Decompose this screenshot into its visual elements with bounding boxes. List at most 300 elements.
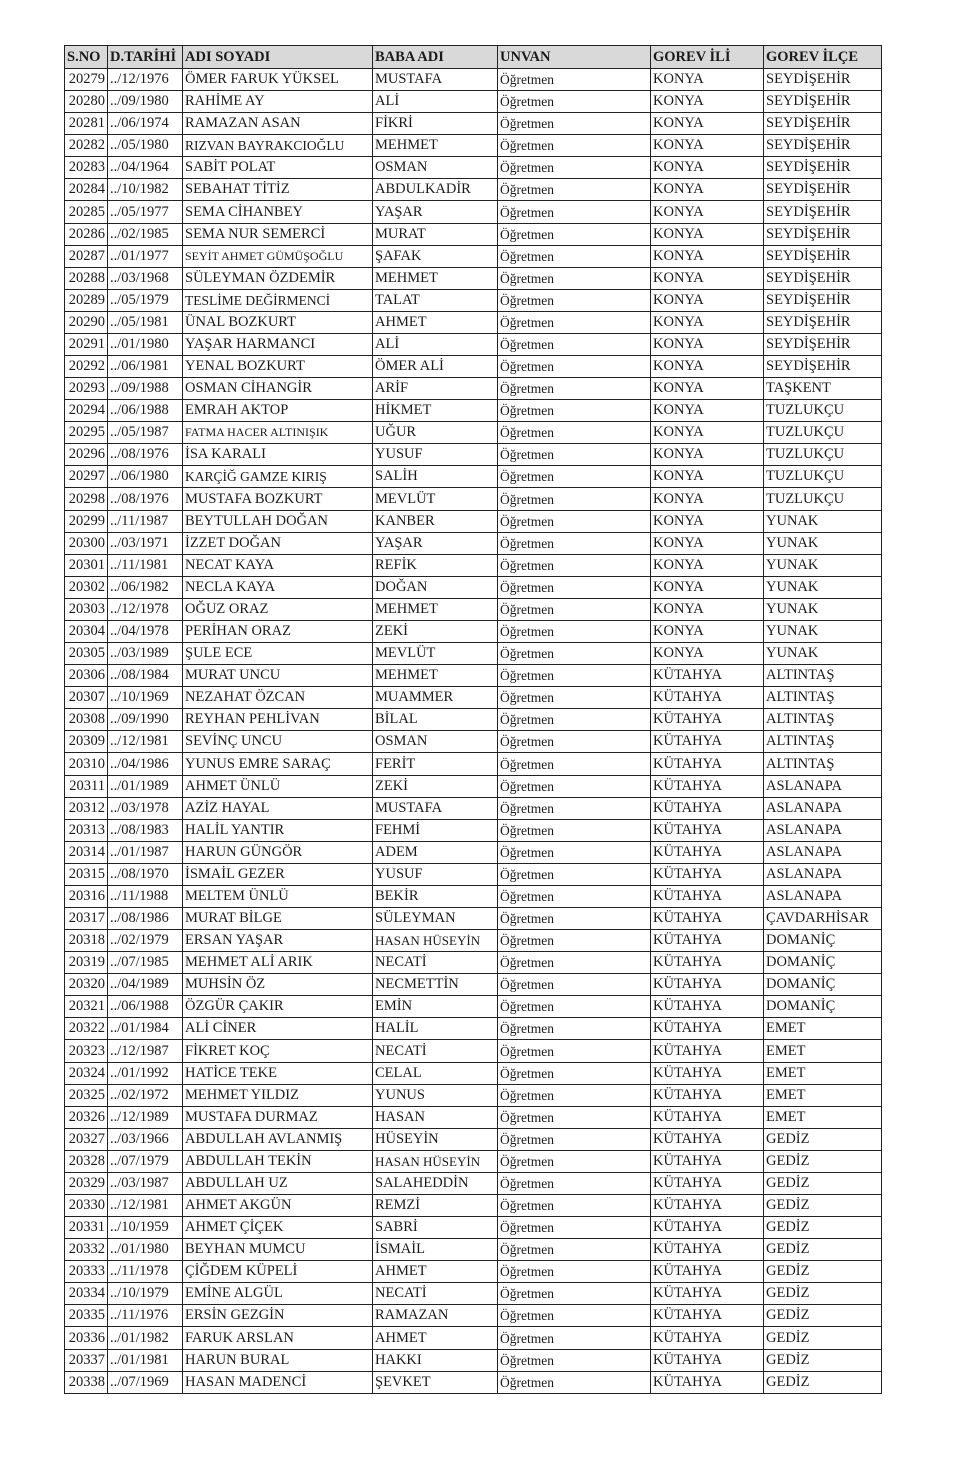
cell-title: Öğretmen [498,952,651,974]
cell-sno: 20311 [65,775,108,797]
cell-birth-date: ../06/1988 [108,996,183,1018]
cell-province: KÜTAHYA [651,952,764,974]
cell-district: SEYDİŞEHİR [764,311,882,333]
table-row [65,356,882,378]
cell-sno: 20330 [65,1194,108,1216]
cell-father-name: FERİT [373,753,498,775]
table-row [65,1062,882,1084]
cell-birth-date: ../03/1989 [108,643,183,665]
cell-birth-date: ../01/1980 [108,333,183,355]
cell-father-name: MEVLÜT [373,488,498,510]
cell-province: KONYA [651,113,764,135]
cell-title: Öğretmen [498,1106,651,1128]
cell-district: EMET [764,1106,882,1128]
cell-province: KÜTAHYA [651,1018,764,1040]
cell-father-name: MUSTAFA [373,797,498,819]
cell-father-name: REMZİ [373,1194,498,1216]
cell-sno: 20301 [65,554,108,576]
cell-birth-date: ../10/1979 [108,1283,183,1305]
cell-sno: 20292 [65,356,108,378]
cell-full-name: SEVİNÇ UNCU [183,731,373,753]
cell-title: Öğretmen [498,1349,651,1371]
cell-title: Öğretmen [498,1040,651,1062]
cell-sno: 20285 [65,201,108,223]
cell-full-name: RAHİME AY [183,91,373,113]
cell-title: Öğretmen [498,444,651,466]
cell-father-name: FEHMİ [373,819,498,841]
cell-title: Öğretmen [498,841,651,863]
cell-title: Öğretmen [498,69,651,91]
cell-title: Öğretmen [498,245,651,267]
cell-province: KONYA [651,598,764,620]
cell-title: Öğretmen [498,1261,651,1283]
cell-province: KÜTAHYA [651,1106,764,1128]
cell-full-name: YUNUS EMRE SARAÇ [183,753,373,775]
cell-title: Öğretmen [498,665,651,687]
cell-birth-date: ../11/1978 [108,1261,183,1283]
cell-full-name: MUHSİN ÖZ [183,974,373,996]
cell-full-name: FARUK ARSLAN [183,1327,373,1349]
cell-father-name: BİLAL [373,709,498,731]
cell-full-name: REYHAN PEHLİVAN [183,709,373,731]
cell-birth-date: ../08/1970 [108,863,183,885]
cell-sno: 20334 [65,1283,108,1305]
cell-full-name: SEMA NUR SEMERCİ [183,223,373,245]
cell-district: DOMANİÇ [764,996,882,1018]
cell-title: Öğretmen [498,333,651,355]
cell-sno: 20283 [65,157,108,179]
cell-full-name: İSA KARALI [183,444,373,466]
cell-birth-date: ../08/1976 [108,488,183,510]
cell-title: Öğretmen [498,687,651,709]
cell-father-name: SALAHEDDİN [373,1172,498,1194]
cell-sno: 20335 [65,1305,108,1327]
cell-title: Öğretmen [498,863,651,885]
cell-title: Öğretmen [498,400,651,422]
cell-province: KONYA [651,179,764,201]
cell-father-name: ZEKİ [373,620,498,642]
table-row [65,775,882,797]
header-row [65,46,882,69]
cell-sno: 20287 [65,245,108,267]
cell-title: Öğretmen [498,1128,651,1150]
cell-district: ÇAVDARHİSAR [764,907,882,929]
cell-province: KÜTAHYA [651,731,764,753]
cell-province: KÜTAHYA [651,1084,764,1106]
cell-title: Öğretmen [498,157,651,179]
cell-district: GEDİZ [764,1349,882,1371]
table-row [65,819,882,841]
cell-birth-date: ../02/1985 [108,223,183,245]
cell-province: KONYA [651,576,764,598]
cell-district: YUNAK [764,510,882,532]
table-row [65,201,882,223]
cell-province: KÜTAHYA [651,907,764,929]
cell-father-name: MEVLÜT [373,643,498,665]
table-row [65,709,882,731]
cell-father-name: ARİF [373,378,498,400]
cell-father-name: AHMET [373,311,498,333]
cell-sno: 20308 [65,709,108,731]
cell-birth-date: ../08/1976 [108,444,183,466]
cell-district: SEYDİŞEHİR [764,333,882,355]
table-row [65,267,882,289]
cell-district: GEDİZ [764,1128,882,1150]
cell-title: Öğretmen [498,643,651,665]
cell-father-name: HALİL [373,1018,498,1040]
cell-province: KONYA [651,157,764,179]
cell-sno: 20317 [65,907,108,929]
cell-father-name: ZEKİ [373,775,498,797]
cell-birth-date: ../08/1984 [108,665,183,687]
cell-full-name: AHMET ÜNLÜ [183,775,373,797]
cell-birth-date: ../01/1984 [108,1018,183,1040]
cell-full-name: AZİZ HAYAL [183,797,373,819]
cell-province: KÜTAHYA [651,753,764,775]
cell-birth-date: ../10/1969 [108,687,183,709]
cell-father-name: UĞUR [373,422,498,444]
cell-title: Öğretmen [498,620,651,642]
table-row [65,333,882,355]
cell-father-name: ÖMER ALİ [373,356,498,378]
table-row [65,753,882,775]
table-row [65,930,882,952]
table-row [65,885,882,907]
cell-district: SEYDİŞEHİR [764,223,882,245]
cell-province: KÜTAHYA [651,819,764,841]
cell-birth-date: ../05/1980 [108,135,183,157]
cell-title: Öğretmen [498,996,651,1018]
cell-title: Öğretmen [498,488,651,510]
cell-full-name: MUSTAFA DURMAZ [183,1106,373,1128]
cell-full-name: SEMA CİHANBEY [183,201,373,223]
cell-sno: 20324 [65,1062,108,1084]
cell-birth-date: ../08/1983 [108,819,183,841]
cell-birth-date: ../03/1966 [108,1128,183,1150]
cell-father-name: NECATİ [373,952,498,974]
cell-district: SEYDİŞEHİR [764,69,882,91]
table-row [65,1283,882,1305]
table-row [65,841,882,863]
table-row [65,554,882,576]
cell-sno: 20327 [65,1128,108,1150]
cell-district: YUNAK [764,554,882,576]
cell-birth-date: ../09/1990 [108,709,183,731]
cell-birth-date: ../12/1976 [108,69,183,91]
cell-full-name: HALİL YANTIR [183,819,373,841]
cell-title: Öğretmen [498,797,651,819]
cell-title: Öğretmen [498,1172,651,1194]
cell-district: GEDİZ [764,1172,882,1194]
cell-title: Öğretmen [498,289,651,311]
cell-birth-date: ../02/1979 [108,930,183,952]
cell-birth-date: ../01/1981 [108,1349,183,1371]
cell-district: ALTINTAŞ [764,753,882,775]
cell-title: Öğretmen [498,466,651,488]
cell-sno: 20280 [65,91,108,113]
cell-province: KÜTAHYA [651,885,764,907]
cell-title: Öğretmen [498,1150,651,1172]
cell-province: KONYA [651,333,764,355]
cell-province: KÜTAHYA [651,1283,764,1305]
cell-full-name: ÇİĞDEM KÜPELİ [183,1261,373,1283]
table-row [65,1040,882,1062]
cell-province: KONYA [651,91,764,113]
cell-district: SEYDİŞEHİR [764,135,882,157]
table-row [65,952,882,974]
cell-province: KONYA [651,554,764,576]
cell-title: Öğretmen [498,1194,651,1216]
cell-father-name: RAMAZAN [373,1305,498,1327]
cell-district: GEDİZ [764,1327,882,1349]
cell-sno: 20309 [65,731,108,753]
cell-full-name: OSMAN CİHANGİR [183,378,373,400]
cell-father-name: HAKKI [373,1349,498,1371]
cell-sno: 20294 [65,400,108,422]
cell-father-name: ŞAFAK [373,245,498,267]
cell-birth-date: ../01/1992 [108,1062,183,1084]
cell-father-name: YUSUF [373,863,498,885]
cell-sno: 20281 [65,113,108,135]
cell-title: Öğretmen [498,1327,651,1349]
cell-district: GEDİZ [764,1305,882,1327]
header-birth-date: D.TARİHİ [108,46,183,69]
table-row [65,400,882,422]
cell-full-name: ERSİN GEZGİN [183,1305,373,1327]
cell-district: YUNAK [764,576,882,598]
table-row [65,643,882,665]
cell-sno: 20338 [65,1371,108,1393]
cell-province: KÜTAHYA [651,1128,764,1150]
header-province: GOREV İLİ [651,46,764,69]
cell-full-name: YENAL BOZKURT [183,356,373,378]
cell-province: KONYA [651,289,764,311]
cell-father-name: REFİK [373,554,498,576]
cell-province: KÜTAHYA [651,797,764,819]
cell-province: KÜTAHYA [651,1062,764,1084]
table-row [65,289,882,311]
cell-full-name: PERİHAN ORAZ [183,620,373,642]
cell-title: Öğretmen [498,819,651,841]
cell-father-name: YAŞAR [373,532,498,554]
cell-birth-date: ../06/1980 [108,466,183,488]
cell-title: Öğretmen [498,179,651,201]
cell-full-name: SABİT POLAT [183,157,373,179]
cell-sno: 20331 [65,1217,108,1239]
table-row [65,907,882,929]
cell-full-name: NEZAHAT ÖZCAN [183,687,373,709]
cell-district: EMET [764,1018,882,1040]
cell-birth-date: ../12/1989 [108,1106,183,1128]
header-district: GOREV İLÇE [764,46,882,69]
cell-province: KONYA [651,378,764,400]
cell-father-name: MEHMET [373,135,498,157]
cell-birth-date: ../01/1980 [108,1239,183,1261]
cell-title: Öğretmen [498,907,651,929]
cell-birth-date: ../05/1987 [108,422,183,444]
cell-birth-date: ../05/1979 [108,289,183,311]
cell-title: Öğretmen [498,113,651,135]
cell-birth-date: ../08/1986 [108,907,183,929]
cell-district: YUNAK [764,643,882,665]
cell-province: KÜTAHYA [651,1150,764,1172]
cell-title: Öğretmen [498,885,651,907]
cell-sno: 20295 [65,422,108,444]
cell-sno: 20298 [65,488,108,510]
cell-province: KONYA [651,223,764,245]
header-father-name: BABA ADI [373,46,498,69]
cell-sno: 20313 [65,819,108,841]
table-row [65,1150,882,1172]
cell-title: Öğretmen [498,930,651,952]
cell-sno: 20322 [65,1018,108,1040]
table-row [65,466,882,488]
cell-full-name: YAŞAR HARMANCI [183,333,373,355]
cell-sno: 20282 [65,135,108,157]
cell-district: SEYDİŞEHİR [764,157,882,179]
table-row [65,731,882,753]
cell-district: TUZLUKÇU [764,466,882,488]
cell-father-name: ADEM [373,841,498,863]
cell-province: KÜTAHYA [651,665,764,687]
cell-father-name: NECATİ [373,1283,498,1305]
cell-birth-date: ../01/1989 [108,775,183,797]
cell-district: ALTINTAŞ [764,665,882,687]
cell-province: KONYA [651,422,764,444]
cell-district: DOMANİÇ [764,930,882,952]
cell-father-name: NECMETTİN [373,974,498,996]
appointment-list-table [64,45,882,1394]
cell-father-name: MEHMET [373,598,498,620]
cell-father-name: YUNUS [373,1084,498,1106]
cell-district: GEDİZ [764,1217,882,1239]
cell-title: Öğretmen [498,356,651,378]
cell-sno: 20279 [65,69,108,91]
table-header [65,46,882,69]
cell-province: KÜTAHYA [651,709,764,731]
cell-province: KONYA [651,356,764,378]
cell-title: Öğretmen [498,1217,651,1239]
cell-sno: 20328 [65,1150,108,1172]
cell-province: KONYA [651,135,764,157]
cell-birth-date: ../02/1972 [108,1084,183,1106]
cell-birth-date: ../03/1987 [108,1172,183,1194]
table-row [65,1106,882,1128]
cell-title: Öğretmen [498,532,651,554]
cell-sno: 20302 [65,576,108,598]
table-row [65,510,882,532]
cell-title: Öğretmen [498,731,651,753]
cell-district: ALTINTAŞ [764,709,882,731]
table-row [65,1172,882,1194]
cell-full-name: ALİ CİNER [183,1018,373,1040]
cell-sno: 20319 [65,952,108,974]
table-row [65,113,882,135]
cell-full-name: HARUN GÜNGÖR [183,841,373,863]
cell-full-name: FATMA HACER ALTINIŞIK [183,422,373,444]
cell-full-name: İSMAİL GEZER [183,863,373,885]
cell-sno: 20304 [65,620,108,642]
table-row [65,1349,882,1371]
cell-district: GEDİZ [764,1239,882,1261]
cell-title: Öğretmen [498,422,651,444]
cell-father-name: HASAN HÜSEYİN [373,930,498,952]
cell-district: TUZLUKÇU [764,444,882,466]
cell-birth-date: ../11/1976 [108,1305,183,1327]
cell-father-name: NECATİ [373,1040,498,1062]
cell-district: ASLANAPA [764,819,882,841]
cell-province: KÜTAHYA [651,1194,764,1216]
cell-full-name: MELTEM ÜNLÜ [183,885,373,907]
cell-district: ASLANAPA [764,863,882,885]
cell-father-name: MEHMET [373,665,498,687]
table-row [65,91,882,113]
cell-district: ALTINTAŞ [764,731,882,753]
cell-sno: 20296 [65,444,108,466]
table-row [65,974,882,996]
cell-province: KONYA [651,466,764,488]
cell-father-name: HİKMET [373,400,498,422]
cell-district: EMET [764,1062,882,1084]
table-row [65,1327,882,1349]
cell-province: KÜTAHYA [651,1040,764,1062]
cell-father-name: FİKRİ [373,113,498,135]
cell-full-name: NECLA KAYA [183,576,373,598]
cell-birth-date: ../12/1978 [108,598,183,620]
cell-full-name: MURAT BİLGE [183,907,373,929]
table-row [65,311,882,333]
cell-sno: 20307 [65,687,108,709]
cell-birth-date: ../10/1959 [108,1217,183,1239]
cell-sno: 20289 [65,289,108,311]
cell-province: KONYA [651,245,764,267]
cell-title: Öğretmen [498,775,651,797]
table-row [65,488,882,510]
cell-province: KONYA [651,69,764,91]
cell-sno: 20303 [65,598,108,620]
cell-title: Öğretmen [498,378,651,400]
table-row [65,422,882,444]
cell-father-name: DOĞAN [373,576,498,598]
cell-district: GEDİZ [764,1283,882,1305]
cell-father-name: BEKİR [373,885,498,907]
cell-full-name: SEYİT AHMET GÜMÜŞOĞLU [183,245,373,267]
cell-full-name: ÖMER FARUK YÜKSEL [183,69,373,91]
table-row [65,444,882,466]
cell-district: ASLANAPA [764,775,882,797]
cell-sno: 20314 [65,841,108,863]
cell-province: KÜTAHYA [651,775,764,797]
cell-sno: 20288 [65,267,108,289]
cell-full-name: RAMAZAN ASAN [183,113,373,135]
cell-birth-date: ../07/1969 [108,1371,183,1393]
cell-full-name: ABDULLAH UZ [183,1172,373,1194]
cell-sno: 20297 [65,466,108,488]
cell-district: TUZLUKÇU [764,400,882,422]
cell-sno: 20316 [65,885,108,907]
cell-sno: 20315 [65,863,108,885]
cell-sno: 20300 [65,532,108,554]
cell-province: KONYA [651,267,764,289]
cell-sno: 20305 [65,643,108,665]
table-row [65,996,882,1018]
table-row [65,69,882,91]
cell-father-name: ABDULKADİR [373,179,498,201]
cell-province: KÜTAHYA [651,1349,764,1371]
cell-district: EMET [764,1040,882,1062]
cell-title: Öğretmen [498,311,651,333]
cell-district: SEYDİŞEHİR [764,356,882,378]
